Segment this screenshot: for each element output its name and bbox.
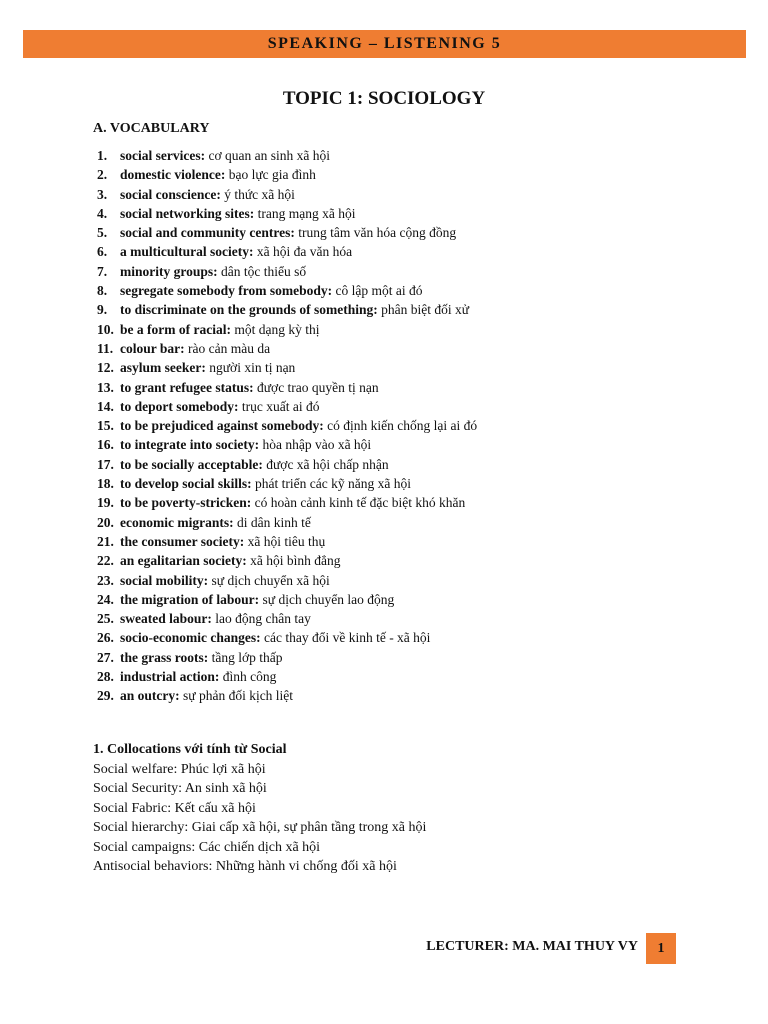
vocab-meaning: trục xuất ai đó xyxy=(238,398,320,414)
vocab-number: 22. xyxy=(97,553,114,569)
collocation-line: Social campaigns: Các chiến dịch xã hội xyxy=(93,839,321,855)
collocation-line: Social Fabric: Kết cấu xã hội xyxy=(93,800,256,816)
vocab-number: 5. xyxy=(97,225,108,241)
vocab-item xyxy=(97,320,477,339)
vocab-meaning: sự phản đối kịch liệt xyxy=(179,688,294,704)
vocab-item xyxy=(97,339,477,358)
vocab-number: 24. xyxy=(97,591,114,607)
vocab-item xyxy=(97,551,477,570)
vocab-meaning: trung tâm văn hóa cộng đồng xyxy=(294,225,457,241)
vocab-number: 19. xyxy=(97,495,114,511)
vocab-item xyxy=(97,571,477,590)
collocation-line: Social Security: An sinh xã hội xyxy=(93,781,267,796)
vocab-item xyxy=(97,532,477,551)
collocation-line: Antisocial behaviors: Những hành vi chống đối xã hội xyxy=(93,859,397,874)
vocab-meaning: người xin tị nạn xyxy=(205,360,296,376)
vocab-number: 2. xyxy=(97,167,108,183)
vocabulary-list xyxy=(97,146,477,706)
vocab-number: 23. xyxy=(97,572,114,588)
vocab-term: social conscience: xyxy=(120,186,221,202)
vocab-number: 4. xyxy=(97,205,108,221)
vocab-term: to be socially acceptable: xyxy=(120,456,263,472)
vocab-meaning: cô lập một ai đó xyxy=(332,283,423,299)
vocab-number: 16. xyxy=(97,437,114,453)
collocation-line: Social hierarchy: Giai cấp xã hội, sự phân tầng trong xã hội xyxy=(93,820,427,835)
vocab-term: to be prejudiced against somebody: xyxy=(120,418,324,434)
header-title: SPEAKING – LISTENING 5 xyxy=(267,35,502,52)
vocab-term: social networking sites: xyxy=(120,205,255,221)
vocab-term: the migration of labour: xyxy=(120,591,260,607)
vocab-number: 7. xyxy=(97,263,108,279)
vocab-item xyxy=(97,242,477,261)
vocab-term: asylum seeker: xyxy=(120,360,206,376)
collocations-section xyxy=(93,740,426,877)
vocab-term: domestic violence: xyxy=(120,167,226,183)
vocab-item xyxy=(97,378,477,397)
vocab-item xyxy=(97,397,477,416)
vocab-item xyxy=(97,628,477,647)
vocab-number: 27. xyxy=(97,649,114,665)
vocab-number: 29. xyxy=(97,688,114,704)
vocab-number: 1. xyxy=(97,148,108,163)
vocab-term: the consumer society: xyxy=(120,533,245,549)
vocab-meaning: bạo lực gia đình xyxy=(225,167,316,183)
vocab-item xyxy=(97,185,477,204)
vocab-meaning: phát triển các kỹ năng xã hội xyxy=(251,476,411,492)
vocab-meaning: xã hội đa văn hóa xyxy=(253,244,353,260)
vocab-item xyxy=(97,281,477,300)
vocab-term: industrial action: xyxy=(120,669,220,685)
vocab-number: 8. xyxy=(97,283,108,299)
vocab-item xyxy=(97,416,477,435)
vocab-term: socio-economic changes: xyxy=(120,630,261,646)
vocab-item xyxy=(97,513,477,532)
vocab-item xyxy=(97,493,477,512)
vocab-term: to integrate into society: xyxy=(120,437,260,453)
vocab-item xyxy=(97,667,477,686)
vocab-term: an outcry: xyxy=(120,688,180,704)
vocab-item xyxy=(97,223,477,242)
footer-lecturer: LECTURER: MA. MAI THUY VY xyxy=(426,939,638,954)
vocab-term: minority groups: xyxy=(120,263,218,279)
vocab-meaning: được xã hội chấp nhận xyxy=(262,456,389,472)
vocab-number: 14. xyxy=(97,398,114,414)
vocab-meaning: ý thức xã hội xyxy=(220,186,295,202)
vocab-meaning: các thay đổi về kinh tế - xã hội xyxy=(260,630,431,646)
vocab-term: a multicultural society: xyxy=(120,244,254,260)
vocab-term: social mobility: xyxy=(120,572,209,588)
vocab-item xyxy=(97,358,477,377)
vocab-item xyxy=(97,204,477,223)
vocab-number: 20. xyxy=(97,514,114,530)
vocab-number: 17. xyxy=(97,456,114,472)
vocab-meaning: một dạng kỳ thị xyxy=(230,321,320,337)
vocab-number: 10. xyxy=(97,321,114,337)
page-number: 1 xyxy=(657,940,665,956)
vocab-meaning: tầng lớp thấp xyxy=(208,649,283,665)
vocab-number: 15. xyxy=(97,418,114,434)
vocab-item xyxy=(97,165,477,184)
vocab-meaning: hòa nhập vào xã hội xyxy=(259,437,372,453)
vocab-number: 13. xyxy=(97,379,114,395)
vocab-term: to develop social skills: xyxy=(120,476,252,492)
vocab-meaning: có hoàn cảnh kinh tế đặc biệt khó khăn xyxy=(251,495,466,511)
vocab-number: 12. xyxy=(97,360,114,376)
vocab-number: 18. xyxy=(97,476,114,492)
header-bar xyxy=(23,30,746,58)
vocab-item xyxy=(97,455,477,474)
collocations-title: 1. Collocations với tính từ Social xyxy=(93,742,287,757)
page-number-badge xyxy=(646,933,676,964)
vocab-meaning: trang mạng xã hội xyxy=(254,205,356,221)
vocab-term: the grass roots: xyxy=(120,649,209,665)
vocab-term: to be poverty-stricken: xyxy=(120,495,252,511)
vocab-number: 6. xyxy=(97,244,108,260)
vocab-item xyxy=(97,686,477,705)
vocab-item xyxy=(97,300,477,319)
vocab-item xyxy=(97,474,477,493)
vocab-meaning: được trao quyền tị nạn xyxy=(253,379,379,395)
vocab-meaning: rào cản màu da xyxy=(184,340,271,356)
vocab-meaning: có định kiến chống lại ai đó xyxy=(323,418,478,434)
vocab-term: social services: xyxy=(120,148,206,163)
vocab-item xyxy=(97,435,477,454)
vocab-number: 3. xyxy=(97,186,108,202)
vocab-term: to deport somebody: xyxy=(120,398,239,414)
vocab-number: 11. xyxy=(97,340,114,356)
topic-title: TOPIC 1: SOCIOLOGY xyxy=(282,88,486,109)
vocab-meaning: xã hội bình đẳng xyxy=(246,553,341,569)
vocab-number: 28. xyxy=(97,669,114,685)
vocab-meaning: di dân kinh tế xyxy=(233,514,311,530)
vocab-term: to discriminate on the grounds of something: xyxy=(120,302,378,318)
vocab-term: to grant refugee status: xyxy=(120,379,254,395)
vocab-term: segregate somebody from somebody: xyxy=(120,283,333,299)
vocab-number: 21. xyxy=(97,533,114,549)
collocation-line: Social welfare: Phúc lợi xã hội xyxy=(93,761,266,777)
vocab-term: an egalitarian society: xyxy=(120,553,247,569)
section-heading-vocabulary: A. VOCABULARY xyxy=(93,121,210,136)
vocab-term: sweated labour: xyxy=(120,611,212,627)
vocab-meaning: sự dịch chuyển lao động xyxy=(259,591,395,607)
vocab-meaning: sự dịch chuyển xã hội xyxy=(208,572,330,588)
vocab-number: 9. xyxy=(97,302,108,318)
vocab-item xyxy=(97,648,477,667)
vocab-meaning: dân tộc thiểu số xyxy=(217,263,307,279)
vocab-number: 25. xyxy=(97,611,114,627)
vocab-item xyxy=(97,146,477,165)
vocab-meaning: phân biệt đối xử xyxy=(377,302,470,318)
vocab-item xyxy=(97,590,477,609)
vocab-meaning: lao động chân tay xyxy=(211,611,311,627)
vocab-meaning: đình công xyxy=(219,669,277,685)
vocab-term: colour bar: xyxy=(120,340,185,356)
vocab-term: social and community centres: xyxy=(120,225,295,241)
vocab-item xyxy=(97,262,477,281)
vocab-meaning: cơ quan an sinh xã hội xyxy=(205,148,330,163)
vocab-term: be a form of racial: xyxy=(120,321,231,337)
vocab-term: economic migrants: xyxy=(120,514,234,530)
vocab-item xyxy=(97,609,477,628)
vocab-number: 26. xyxy=(97,630,114,646)
vocab-meaning: xã hội tiêu thụ xyxy=(244,533,326,549)
